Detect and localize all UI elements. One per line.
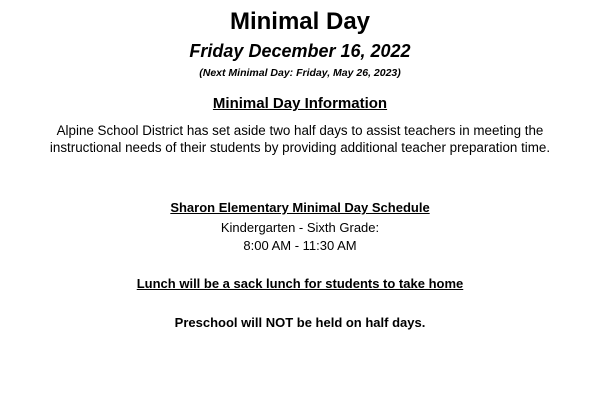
minimal-day-date: Friday December 16, 2022 [189,41,411,61]
preschool-note: Preschool will NOT be held on half days. [174,315,426,330]
schedule-grades: Kindergarten - Sixth Grade: [220,220,380,235]
schedule-heading: Sharon Elementary Minimal Day Schedule [170,200,430,215]
information-body: Alpine School District has set aside two half days to assist teachers in meeting the instructional needs of their students by providing additional teacher preparation time. [49,123,551,155]
page-title: Minimal Day [229,8,371,35]
lunch-note: Lunch will be a sack lunch for students to take home [136,276,464,291]
next-minimal-day: (Next Minimal Day: Friday, May 26, 2023) [199,67,401,79]
schedule-times: 8:00 AM - 11:30 AM [243,238,357,253]
information-heading: Minimal Day Information [212,95,388,112]
